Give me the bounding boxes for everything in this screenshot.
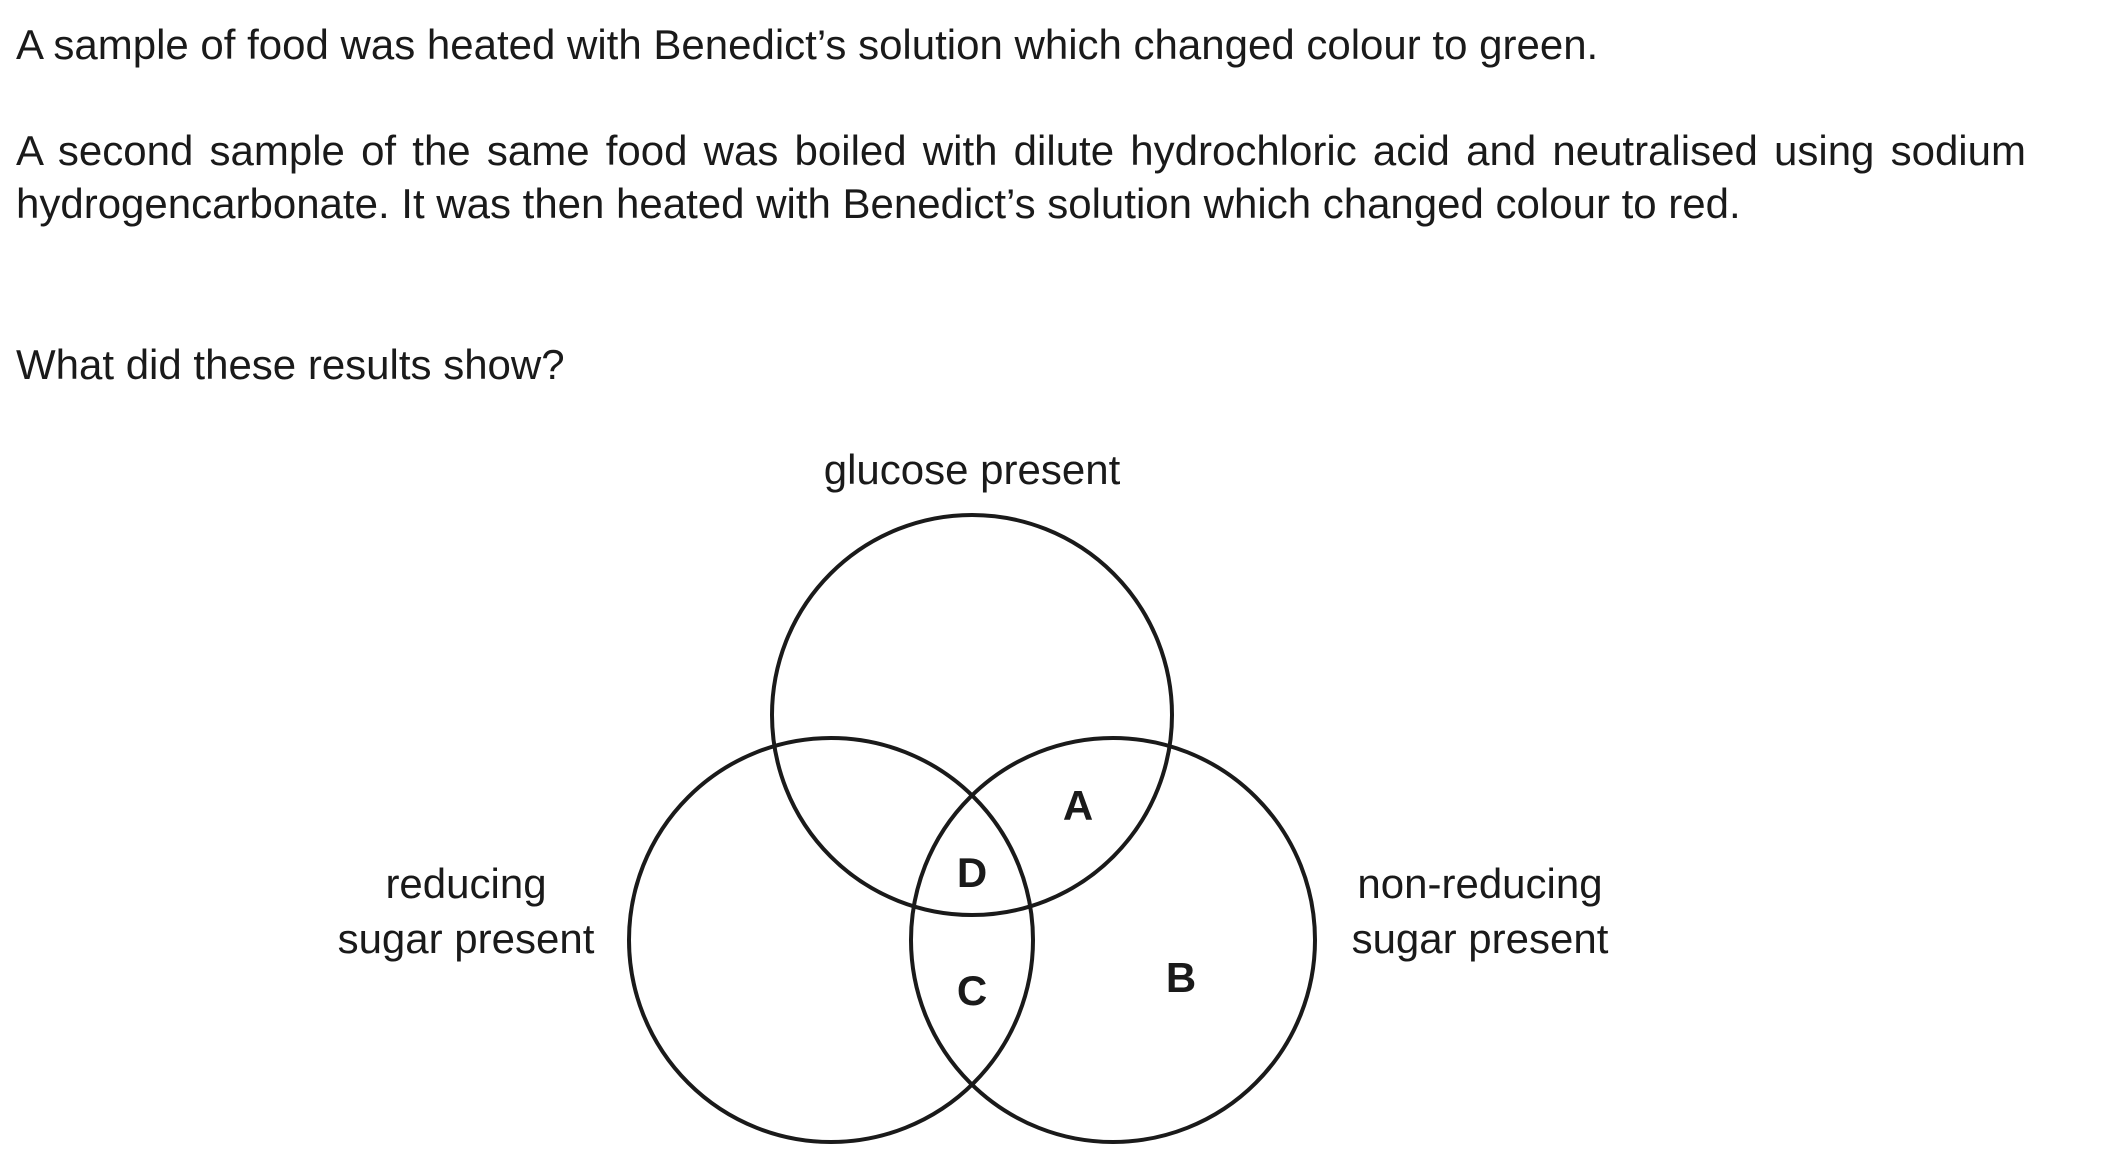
region-d: D — [956, 849, 988, 896]
non-reducing-sugar-circle — [911, 738, 1315, 1142]
question-paragraph-1: A sample of food was heated with Benedict’s solution which changed colour to green. — [16, 21, 1599, 68]
glucose-label: glucose present — [823, 446, 1121, 493]
non-reducing-label-line1: non-reducing — [1357, 860, 1603, 907]
region-a: A — [1062, 782, 1094, 829]
non-reducing-label-line2: sugar present — [1351, 915, 1609, 962]
reducing-label-line2: sugar present — [337, 915, 595, 962]
region-b: B — [1165, 954, 1197, 1001]
region-c: C — [956, 967, 988, 1014]
question-paragraph-2: A second sample of the same food was boiled with dilute hydrochloric acid and neutralised using sodium hydrogencarbonate. It was then heated with Benedict’s solution which changed colour to red. — [16, 127, 2026, 227]
reducing-label-line1: reducing — [385, 860, 547, 907]
question-prompt: What did these results show? — [16, 341, 565, 388]
reducing-sugar-circle — [629, 738, 1033, 1142]
